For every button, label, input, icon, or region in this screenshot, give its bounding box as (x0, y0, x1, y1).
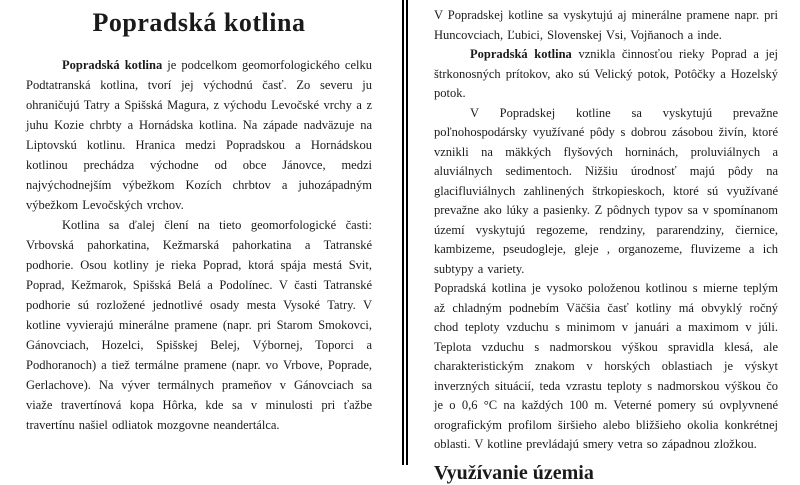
paragraph: Popradská kotlina je podcelkom geomorfologického celku Podtatranská kotlina, tvorí jej východnú časť. Zo severu ju ohraničujú Tatry a Spišská Magura, z východu Levočské vrchy a z juhu Kozie chrbty a Hornádska kotlina. Na západe nadväzuje na Liptovskú kotlinu. Hranica medzi Popradskou a Hornádskou kotlinou prechádza východne od obce Jánovce, medzi najvýchodnejším výbežkom Kozích chrbtov a juhozápadným výbežkom Levočských vrchov. (26, 58, 372, 212)
left-page-content (0, 0, 402, 435)
paragraph: Kotlina sa ďalej člení na tieto geomorfologické časti: Vrbovská pahorkatina, Kežmarská pahorkatina a Tatranské podhorie. Osou kotliny je rieka Poprad, ktorá spája mestá Svit, Poprad, Kežmarok, Spišská Belá a Podolínec. V časti Tatranské podhorie sú rozložené jednotlivé osady mesta Vysoké Tatry. V kotline vyvierajú minerálne pramene (napr. pri Starom Smokovci, Gánovciach, Hozelci, Spišskej Belej, Výbornej, Toporci a Podhoranoch) a tiež termálne pramene (napr. vo Vrbove, Poprade, Gerlachove). Na výver termálnych prameňov v Gánovciach sa viaže travertínová kopa Hôrka, kde sa v minulosti pri ťažbe travertínu našiel odliatok mozgovne neandertálca. (26, 218, 372, 432)
left-page (0, 0, 402, 465)
paragraph: Popradská kotlina vznikla činnosťou rieky Poprad a jej štrkonosných prítokov, ako sú Velický potok, Potôčky a Hozelský potok. (434, 47, 779, 100)
right-page (408, 0, 800, 484)
paragraph: V Popradskej kotline sa vyskytujú prevažne poľnohospodársky využívané pôdy s dobrou zásobou živín, ktoré vznikli na mäkkých flyšových horninách, proluviálnych a aluviálnych sedimentoch. Nižšiu úrodnosť majú pôdy na glacifluviálnych zahlinených štrkopieskoch, ktoré sú využívané prevažne ako lúky a pasienky. Z pôdnych typov sa v spomínanom území vyskytujú regozeme, rendziny, pararendziny, čiernice, kambizeme, pseudogleje, gleje , organozeme, fluvizeme a ich subtypy a variety. (434, 105, 778, 276)
left-page-text (26, 55, 372, 435)
document-title: Popradská kotlina (92, 8, 306, 37)
paragraph: V Popradskej kotline sa vyskytujú aj minerálne pramene napr. pri Huncovciach, Ľubici, Slovenskej Vsi, Vojňanoch a inde. (434, 8, 778, 42)
right-page-content (408, 0, 800, 485)
section-heading: Využívanie územia (434, 461, 594, 484)
paragraph-bold-lead: Popradská kotlina (62, 58, 163, 72)
right-page-text (434, 6, 778, 455)
paragraph-bold-lead: Popradská kotlina (470, 47, 572, 61)
paragraph: Popradská kotlina je vysoko položenou kotlinou s mierne teplým až chladným podnebím Väčšia časť kotliny má obvyklý ročný chod teploty vzduchu s minimom v januári a maximom v júli. Teplota vzduchu s nadmorskou výškou spravidla klesá, ale charakteristickým znakom v horských oblastiach je výskyt inverzných situácií, teda vzrastu teploty s nadmorskou výškou čo je o 0,6 °C na každých 100 m. Veterné pomery sú ovplyvnené orografickým profilom širšieho alebo bližšieho okolia konkrétnej oblasti. V kotline prevládajú smery vetra so západnou zložkou. (434, 281, 778, 451)
